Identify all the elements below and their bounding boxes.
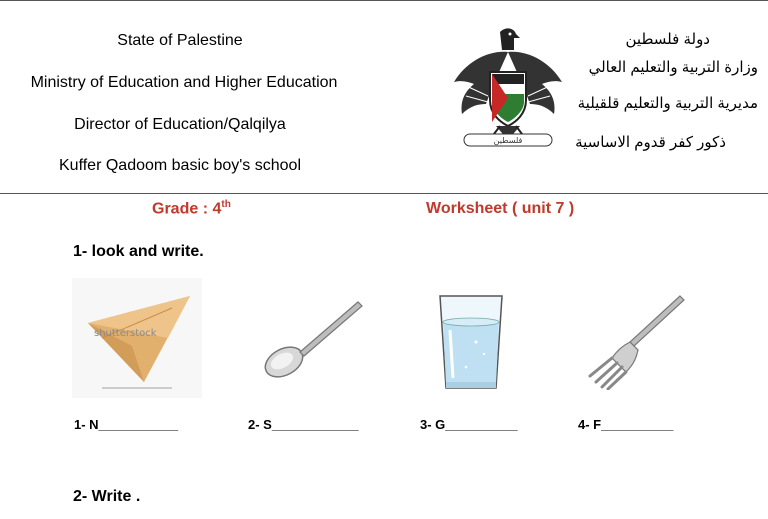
header-ar-state: دولة فلسطين bbox=[625, 31, 710, 48]
label-fork: 4- F__________ bbox=[578, 417, 674, 432]
section2-title: 2- Write . bbox=[73, 488, 141, 505]
header-ar-directorate: مديرية التربية والتعليم قلقيلية bbox=[577, 95, 758, 112]
grade-title: Grade : 4th bbox=[152, 199, 231, 218]
palestine-emblem-icon bbox=[448, 22, 568, 152]
header-ar-ministry: وزارة التربية والتعليم العالي bbox=[588, 59, 758, 76]
header-school: Kuffer Qadoom basic boy's school bbox=[59, 157, 301, 174]
spoon-icon bbox=[258, 292, 368, 392]
label-napkin: 1- N___________ bbox=[74, 417, 179, 432]
worksheet-title: Worksheet ( unit 7 ) bbox=[426, 200, 575, 217]
header-directorate: Director of Education/Qalqilya bbox=[74, 116, 286, 133]
label-spoon: 2- S____________ bbox=[248, 417, 359, 432]
label-glass: 3- G__________ bbox=[420, 417, 518, 432]
napkin-icon bbox=[72, 278, 202, 398]
fork-icon bbox=[582, 290, 692, 390]
header-state: State of Palestine bbox=[117, 32, 243, 49]
shutterstock-watermark: shutterstock bbox=[94, 328, 157, 339]
section1-title: 1- look and write. bbox=[73, 243, 204, 260]
header-ar-school: ذكور كفر قدوم الاساسية bbox=[575, 134, 726, 151]
emblem-text: فلسطين bbox=[493, 136, 523, 145]
top-rule bbox=[0, 0, 768, 1]
header-ministry: Ministry of Education and Higher Education bbox=[30, 74, 338, 91]
glass-icon bbox=[436, 292, 506, 392]
header-divider bbox=[0, 193, 768, 194]
